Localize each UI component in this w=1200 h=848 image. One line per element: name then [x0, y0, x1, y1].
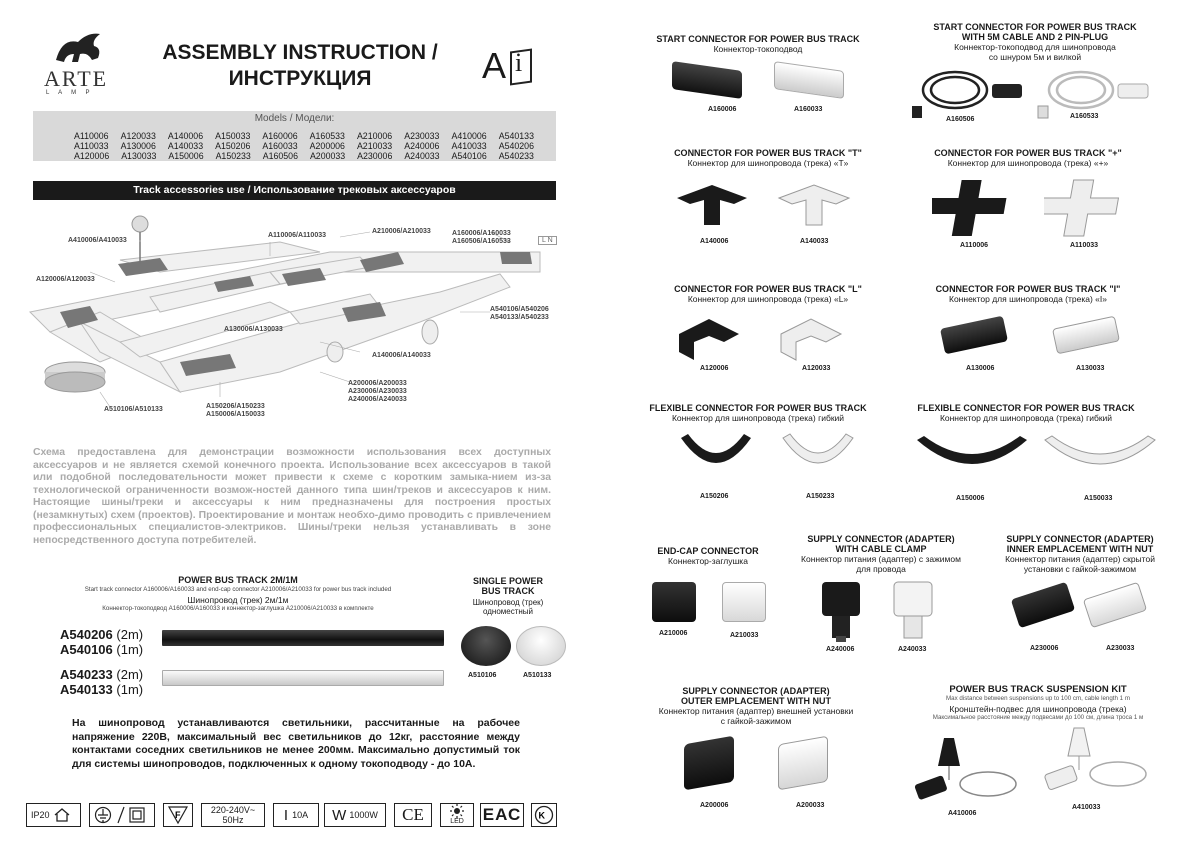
code-a110033: A110033 [1070, 242, 1099, 249]
single-code-a510106: A510106 [468, 672, 497, 679]
page-title [140, 40, 460, 92]
diagram-label-a510: A510106/A510133 [104, 406, 163, 413]
inner-white-image [1083, 582, 1147, 628]
code-a200033: A200033 [796, 802, 825, 809]
single-track-white-image [516, 626, 566, 666]
single-track-black-image [461, 626, 511, 666]
suspension-kit-section: POWER BUS TRACK SUSPENSION KIT Max distance between suspensions up to 100 cm, cable length 1 m Кронштейн-подвес для шинопровода (трека) Максимальное расстояние между подвесами до 100 см, длина троса 1 м [932, 684, 1144, 721]
f-mark-badge [163, 803, 193, 827]
code-a160506: A160506 [946, 116, 975, 123]
code-a150033: A150033 [1084, 495, 1113, 502]
t-connector-black-image [672, 180, 752, 230]
power-track-title-ru: Шинопровод (трек) 2м/1м [187, 595, 289, 605]
code-a130006: A130006 [966, 365, 995, 372]
single-code-a510133: A510133 [523, 672, 552, 679]
start-connector-white-image [774, 61, 844, 99]
code-a410033: A410033 [1072, 804, 1101, 811]
ip20-badge: IP20 [26, 803, 81, 827]
i-connector-white-image [1052, 316, 1120, 355]
power-track-title: POWER BUS TRACK 2M/1M [178, 575, 298, 585]
endcap-black-image [652, 582, 696, 622]
suspension-white-image [1040, 726, 1150, 798]
ground-class-badge [89, 803, 155, 827]
svg-text:F: F [175, 810, 181, 820]
max-current-badge: I 10A [273, 803, 319, 827]
code-a200006: A200006 [700, 802, 729, 809]
flex-long-white-image [1040, 428, 1160, 488]
safety-circle-icon [534, 805, 554, 825]
track-white-image [162, 670, 444, 686]
diagram-label-a160: A160006/A160033 A160506/A160533 [452, 230, 511, 245]
models-row-3: A120006 A130033 A150006 A150233 A160506 A200033 A230006 A240033 A540106 A540233 [74, 151, 534, 161]
code-a160533: A160533 [1070, 113, 1099, 120]
ce-badge: CE [394, 803, 432, 827]
endcap-section: END-CAP CONNECTOR Коннектор-заглушка [657, 546, 759, 566]
flex-connector-2-section: FLEXIBLE CONNECTOR FOR POWER BUS TRACK Коннектор для шинопровода (трека) гибкий [917, 403, 1135, 423]
outer-adapter-section: SUPPLY CONNECTOR (ADAPTER) OUTER EMPLACEMENT WITH NUT Коннектор питания (адаптер) внешней установки с гайкой-зажимом [658, 686, 854, 726]
inner-adapter-section: SUPPLY CONNECTOR (ADAPTER) INNER EMPLACEMENT WITH NUT Коннектор питания (адаптер) скрытой установки с гайкой-зажимом [1005, 534, 1155, 574]
start-connector-black-image [672, 61, 742, 99]
diagram-label-a410: A410006/A410033 [68, 237, 127, 244]
brand-sub: L A M P [46, 90, 92, 96]
endcap-white-image [722, 582, 766, 622]
code-a120033: A120033 [802, 365, 831, 372]
diagram-label-a120: A120006/A120033 [36, 276, 95, 283]
voltage-badge: 220-240V~ 50Hz [201, 803, 265, 827]
diagram-label-a540: A540106/A540206 A540133/A540233 [490, 306, 549, 321]
title-line-2: ИНСТРУКЦИЯ [228, 67, 372, 90]
code-a230033: A230033 [1106, 645, 1135, 652]
code-a110006: A110006 [960, 242, 989, 249]
led-badge: LED [440, 803, 474, 827]
plus-connector-black-image [932, 178, 1012, 238]
flex-long-black-image [912, 428, 1032, 488]
diagram-label-a140: A140006/A140033 [372, 352, 431, 359]
l-connector-black-image [674, 314, 744, 364]
ground-icon [92, 806, 152, 824]
code-a120006: A120006 [700, 365, 729, 372]
models-row-2: A110033 A130006 A140033 A150206 A160033 A200006 A210033 A240006 A410033 A540206 [74, 141, 534, 151]
models-table [74, 131, 534, 161]
manual-icon: A i [482, 46, 552, 90]
code-a140006: A140006 [700, 238, 729, 245]
clamp-black-image [816, 578, 866, 644]
house-icon [53, 807, 71, 823]
code-a230006: A230006 [1030, 645, 1059, 652]
disclaimer-text: Схема предоставлена для демонстрации возможности использования всех доступных аксессуаров и не является схемой конечного проекта. Использование всех аксессуаров в такой или подобной последовательности может привести к схеме с коротким замыка-нием из-за технологической ограниченности возмож-ностей данного типа шин/треков и аксессуаров к ним. Настоящие шины/треки и аксессуары к ним предназначены для построения простых (незамкнутых) схем (проектов). Проектирование и монтаж необхо-димо проводить с привлечением профессиональных специалистов-электриков. Шины/треки нельзя устанавливать в зоне непосредственного доступа потребителей. [33, 447, 551, 546]
code-a210033: A210033 [730, 632, 759, 639]
flex-white-image [778, 428, 858, 488]
diagram-label-a130: A130006/A130033 [224, 326, 283, 333]
power-track-note-ru: Коннектор-токоподвод A160006/A160033 и коннектор-заглушка A210006/A210033 в комплекте [102, 605, 374, 612]
section-banner: Track accessories use / Использование трековых аксессуаров [33, 181, 556, 200]
track-model-a540106: A540106 (1m) [60, 642, 144, 657]
code-a160033: A160033 [794, 106, 823, 113]
title-line-1: ASSEMBLY INSTRUCTION / [162, 41, 438, 64]
t-connector-white-image [774, 180, 854, 230]
safety-mark-badge [531, 803, 557, 827]
eac-badge: ЕАС [480, 803, 524, 827]
plus-connector-white-image [1044, 178, 1124, 238]
griffin-icon [48, 30, 108, 66]
single-track-section: SINGLE POWER BUS TRACK Шинопровод (трек) одноместный [472, 576, 544, 616]
suspension-black-image [910, 736, 1020, 808]
code-a150006: A150006 [956, 495, 985, 502]
i-connector-black-image [940, 316, 1008, 355]
flex-black-image [676, 428, 756, 488]
outer-white-image [778, 736, 828, 791]
models-label: Models / Модели: [254, 113, 335, 124]
code-a240006: A240006 [826, 646, 855, 653]
code-a410006: A410006 [948, 810, 977, 817]
start-5m-section: START CONNECTOR FOR POWER BUS TRACK WITH 5M CABLE AND 2 PIN-PLUG Коннектор-токоподвод для шинопровода со шнуром 5м и вилкой [933, 22, 1137, 62]
t-connector-section: CONNECTOR FOR POWER BUS TRACK "T" Коннектор для шинопровода (трека) «T» [674, 148, 862, 168]
code-a160006: A160006 [708, 106, 737, 113]
code-a140033: A140033 [800, 238, 829, 245]
code-a150233: A150233 [806, 493, 835, 500]
f-triangle-icon [167, 805, 189, 825]
l-connector-section: CONNECTOR FOR POWER BUS TRACK "L" Коннектор для шинопровода (трека) «L» [674, 284, 862, 304]
diagram-label-a200: A200006/A200033 A230006/A230033 A240006/A240033 [348, 380, 407, 403]
track-black-image [162, 630, 444, 646]
svg-text:K: K [538, 810, 545, 821]
code-a240033: A240033 [898, 646, 927, 653]
plug-ln-label: L N [538, 236, 557, 245]
brand-logo [40, 30, 120, 100]
plus-connector-section: CONNECTOR FOR POWER BUS TRACK "+" Коннектор для шинопровода (трека) «+» [934, 148, 1122, 168]
l-connector-white-image [776, 314, 846, 364]
max-power-badge: W 1000W [324, 803, 386, 827]
power-track-section [33, 575, 443, 612]
clamp-adapter-section: SUPPLY CONNECTOR (ADAPTER) WITH CABLE CLAMP Коннектор питания (адаптер) с зажимом для провода [801, 534, 961, 574]
diagram-label-a150: A150206/A150233 A150006/A150033 [206, 403, 265, 418]
track-model-a540233: A540233 (2m) [60, 667, 144, 682]
models-row-1: A110006 A120033 A140006 A150033 A160006 A160533 A210006 A230033 A410006 A540133 [74, 131, 534, 141]
track-model-a540133: A540133 (1m) [60, 682, 144, 697]
diagram-label-a110: A110006/A110033 [268, 232, 326, 239]
code-a130033: A130033 [1076, 365, 1105, 372]
diagram-label-a210: A210006/A210033 [372, 228, 431, 235]
brand-name: ARTE [44, 66, 109, 91]
inner-black-image [1011, 582, 1075, 628]
clamp-white-image [888, 578, 938, 644]
warning-text: На шинопровод устанавливаются светильники, рассчитанные на рабочее напряжение 220В, максимальный вес светильников до 12кг, расстояние между контактами соседних светильников не менее 200мм. Максимально допустимый ток для системы шинопроводов, подключенных к одному токоподводу - до 10А. [72, 717, 520, 770]
flex-connector-1-section: FLEXIBLE CONNECTOR FOR POWER BUS TRACK Коннектор для шинопровода (трека) гибкий [649, 403, 867, 423]
led-sun-icon [450, 804, 464, 818]
track-model-a540206: A540206 (2m) [60, 627, 144, 642]
cable-black-image [910, 62, 1030, 122]
outer-black-image [684, 736, 734, 791]
i-connector-section: CONNECTOR FOR POWER BUS TRACK "I" Коннектор для шинопровода (трека) «I» [935, 284, 1121, 304]
code-a150206: A150206 [700, 493, 729, 500]
power-track-note-en: Start track connector A160006/A160033 and end-cap connector A210006/A210033 for power bus track included [84, 586, 392, 593]
start-connector-section: START CONNECTOR FOR POWER BUS TRACK Коннектор-токоподвод [656, 34, 860, 54]
code-a210006: A210006 [659, 630, 688, 637]
